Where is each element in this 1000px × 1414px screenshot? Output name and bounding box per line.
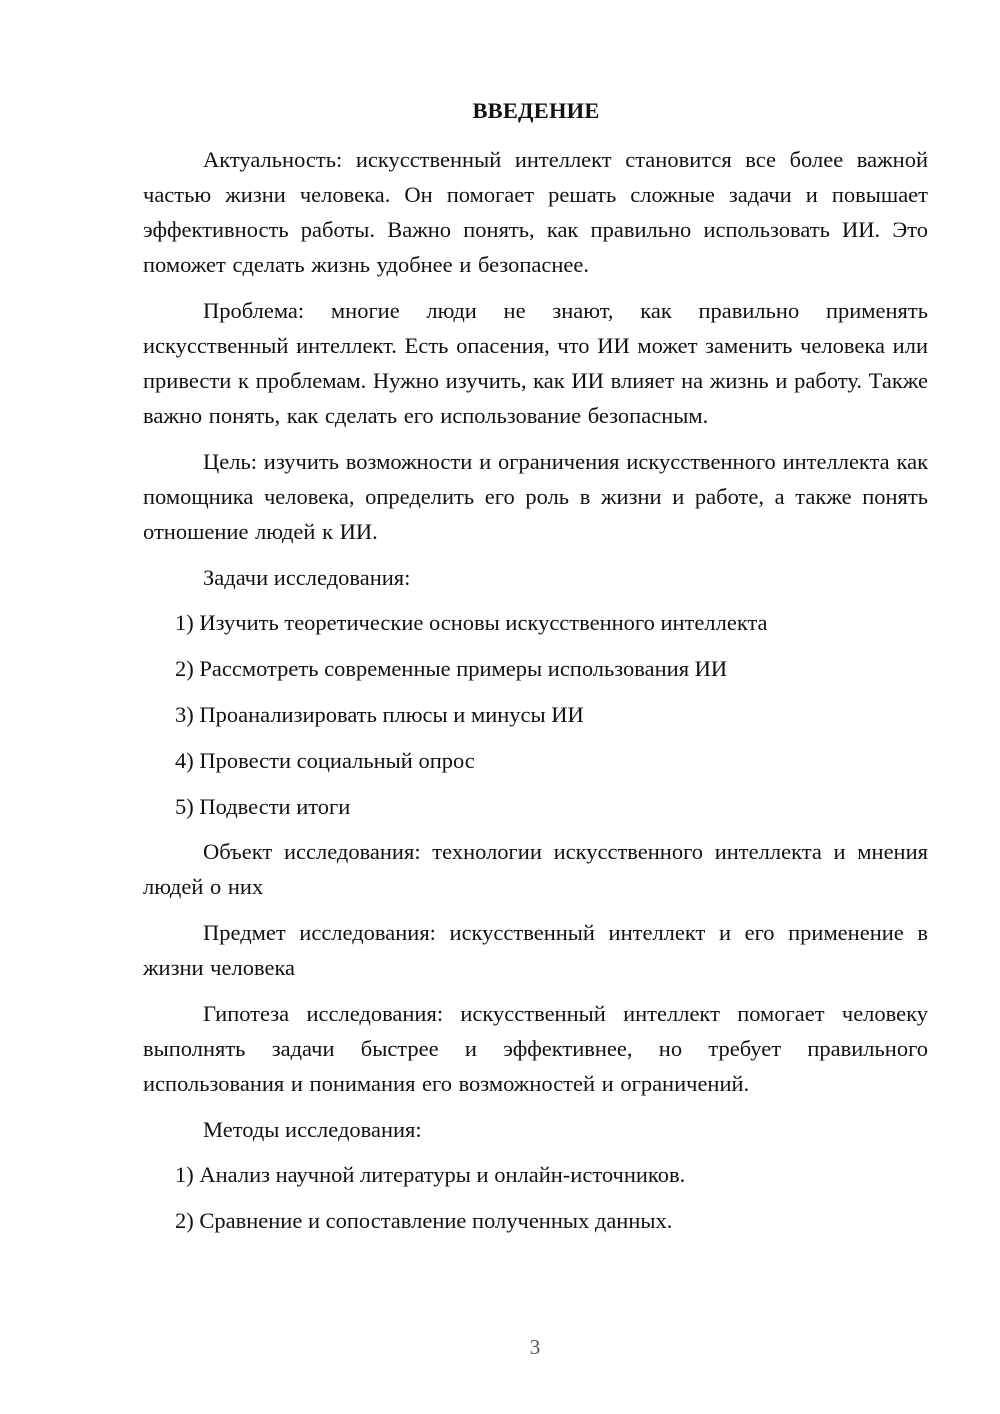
paragraph-hypothesis: Гипотеза исследования: искусственный интеллект помогает человеку выполнять задачи быстрее и эффективнее, но требует правильного использования и понимания его возможностей и ограничений.: [143, 1001, 928, 1096]
methods-heading: Методы исследования:: [203, 1117, 422, 1142]
list-item: 4) Провести социальный опрос: [175, 748, 475, 773]
page-title: ВВЕДЕНИЕ: [472, 98, 600, 123]
list-item: 1) Анализ научной литературы и онлайн-источников.: [175, 1162, 686, 1187]
paragraph-problem: Проблема: многие люди не знают, как правильно применять искусственный интеллект. Есть опасения, что ИИ может заменить человека или привести к проблемам. Нужно изучить, как ИИ влияет на жизнь и работу. Также важно понять, как сделать его использование безопасным.: [143, 298, 928, 428]
tasks-list: [143, 605, 928, 824]
methods-list: [143, 1157, 928, 1238]
body-text: [143, 142, 928, 1248]
paragraph-goal: Цель: изучить возможности и ограничения искусственного интеллекта как помощника человека, определить его роль в жизни и работе, а также понять отношение людей к ИИ.: [143, 449, 928, 544]
list-item: 2) Сравнение и сопоставление полученных данных.: [175, 1208, 673, 1233]
list-item: 1) Изучить теоретические основы искусственного интеллекта: [175, 610, 768, 635]
paragraph-relevance: Актуальность: искусственный интеллект становится все более важной частью жизни человека. Он помогает решать сложные задачи и повышает эффективность работы. Важно понять, как правильно использовать ИИ. Это поможет сделать жизнь удобнее и безопаснее.: [143, 147, 928, 277]
tasks-heading: Задачи исследования:: [203, 565, 411, 590]
paragraph-subject: Предмет исследования: искусственный интеллект и его применение в жизни человека: [143, 920, 928, 980]
list-item: 3) Проанализировать плюсы и минусы ИИ: [175, 702, 584, 727]
page-number: 3: [529, 1335, 541, 1359]
list-item: 5) Подвести итоги: [175, 794, 351, 819]
paragraph-object: Объект исследования: технологии искусственного интеллекта и мнения людей о них: [143, 839, 928, 899]
list-item: 2) Рассмотреть современные примеры использования ИИ: [175, 656, 728, 681]
